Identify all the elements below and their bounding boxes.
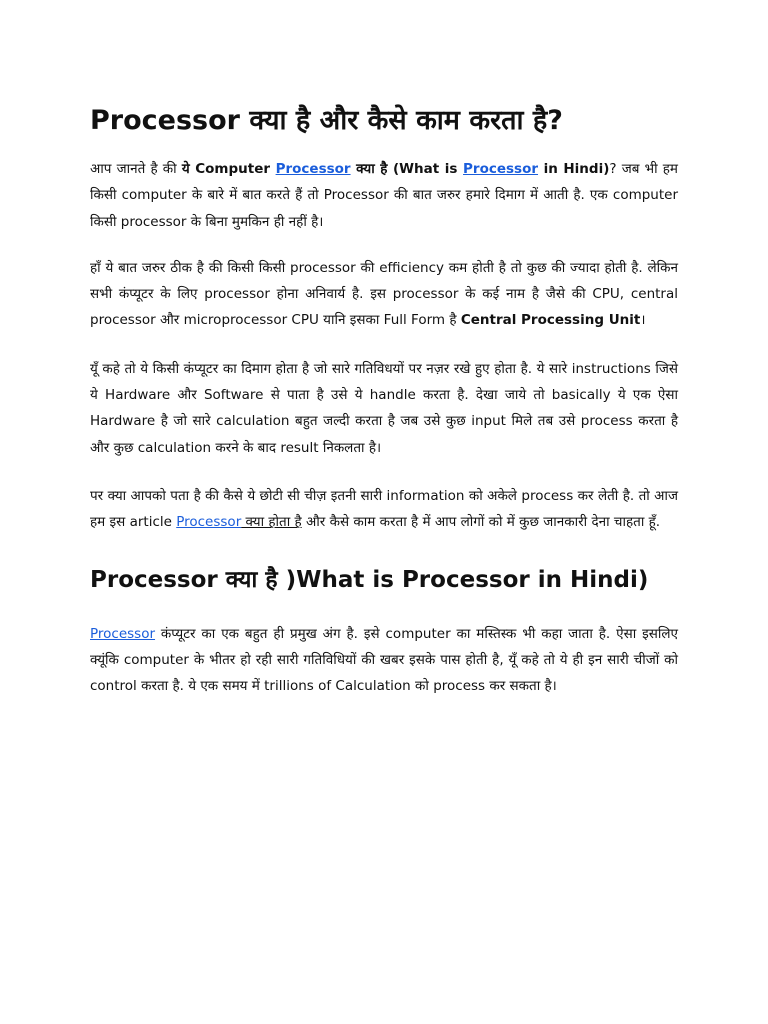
underlined-text: क्या होता है [241, 514, 302, 531]
processor-link[interactable]: Processor [275, 161, 351, 177]
efficiency-text: हाँ ये बात जरुर ठीक है की किसी किसी processor की efficiency कम होती है तो कुछ की ज्यादा होती है. लेकिन सभी कंप्यूटर के लिए processor होना अनिवार्य है. इस processor के कई नाम है जैसे की CPU, central processor और microprocessor CPU यानि इसका Full Form है [90, 259, 678, 329]
section-heading: Processor क्या है )What is Processor in Hindi) [90, 566, 649, 593]
cpu-full-form: Central Processing Unit [460, 312, 641, 329]
processor-article-link[interactable]: Processor [176, 514, 242, 531]
paragraph-brain: यूँ कहे तो ये किसी कंप्यूटर का दिमाग होता है जो सारे गतिविधयों पर नज़र रखे हुए होता है. ये सारे instructions जिसे ये Hardware और Software से पाता है उसे ये handle करता है. देखा जाये तो basically ये एक ऐसा Hardware है जो सारे calculation बहुत जल्दी करता है जब उसे कुछ input मिले तब उसे process करता है और कुछ calculation करने के बाद result निकलता है। [90, 360, 678, 456]
article-title: Processor क्या है और कैसे काम करता है? [90, 105, 563, 136]
paragraph-efficiency [90, 255, 678, 334]
document-page [90, 100, 678, 721]
intro-bold-text-2: क्या है (What is [350, 161, 464, 177]
processor-definition-link[interactable]: Processor [90, 625, 156, 642]
intro-rest-text: ? जब भी हम किसी computer के बारे में बात करते हैं तो Processor की बात जरुर हमारे दिमाग में आती है. एक computer किसी processor के बिना मुमकिन ही नहीं है। [90, 161, 678, 230]
paragraph-information [90, 483, 678, 536]
intro-bold-text-3: in Hindi) [538, 161, 610, 177]
intro-bold-text: ये Computer [181, 161, 276, 177]
definition-text: कंप्यूटर का एक बहुत ही प्रमुख अंग है. इसे computer का मस्तिस्क भी कहा जाता है. ऐसा इसलिए क्यूंकि computer के भीतर हो रही सारी गतिविधियों की खबर इसके पास होती है, यूँ कहे तो ये ही इन सारी चीजों को control करता है. ये एक समय में trillions of Calculation को process कर सकता है। [90, 625, 678, 695]
intro-text: आप जानते है की [90, 161, 182, 177]
efficiency-end: । [640, 312, 646, 329]
processor-link-2[interactable]: Processor [463, 161, 539, 177]
information-rest-text: और कैसे काम करता है में आप लोगों को में कुछ जानकारी देना चाहता हूँ. [301, 514, 661, 531]
paragraph-intro [90, 156, 678, 235]
paragraph-definition [90, 621, 678, 700]
information-text: पर क्या आपको पता है की कैसे ये छोटी सी चीज़ इतनी सारी information को अकेले process कर लेती है. तो आज हम इस article [90, 487, 678, 531]
